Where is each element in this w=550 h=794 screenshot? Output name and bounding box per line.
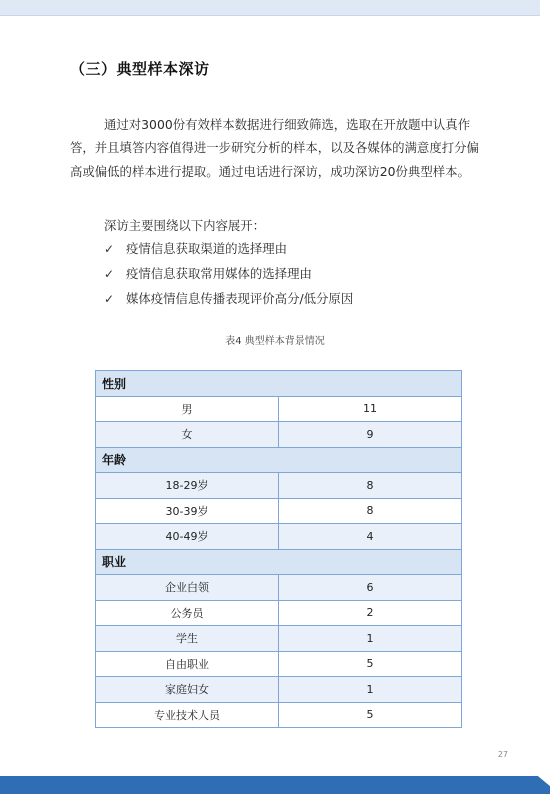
table-row [96, 702, 462, 728]
row-value: 11 [279, 396, 462, 422]
section-row-age [96, 447, 462, 473]
page-number: 27 [497, 750, 508, 759]
row-value: 1 [279, 626, 462, 652]
check-icon: ✓ [104, 267, 115, 281]
section-label: 年龄 [96, 447, 462, 473]
row-value: 8 [279, 473, 462, 499]
table-row [96, 600, 462, 626]
sample-background-table [95, 370, 462, 728]
row-value: 5 [279, 702, 462, 728]
table-caption: 表4 典型样本背景情况 [225, 336, 325, 347]
interview-topics-list [104, 240, 353, 315]
section-row-occupation [96, 549, 462, 575]
list-item [104, 265, 353, 290]
row-name: 公务员 [96, 600, 279, 626]
row-value: 2 [279, 600, 462, 626]
row-name: 学生 [96, 626, 279, 652]
top-decorative-band [0, 0, 550, 16]
check-icon: ✓ [104, 292, 115, 306]
table-row [96, 626, 462, 652]
list-item [104, 290, 353, 315]
row-name: 40-49岁 [96, 524, 279, 550]
section-label: 性别 [96, 371, 462, 397]
row-value: 4 [279, 524, 462, 550]
check-icon: ✓ [104, 242, 115, 256]
row-name: 自由职业 [96, 651, 279, 677]
table-row [96, 651, 462, 677]
row-name: 家庭妇女 [96, 677, 279, 703]
row-value: 5 [279, 651, 462, 677]
table-row [96, 524, 462, 550]
section-title: （三）典型样本深访 [70, 60, 210, 78]
bottom-band-graphic [0, 776, 550, 794]
section-label: 职业 [96, 549, 462, 575]
bottom-decorative-band [0, 776, 550, 794]
list-item-text: 媒体疫情信息传播表现评价高分/低分原因 [126, 291, 354, 306]
table-row [96, 677, 462, 703]
table-row [96, 473, 462, 499]
row-name: 30-39岁 [96, 498, 279, 524]
list-item-text: 疫情信息获取渠道的选择理由 [126, 241, 288, 256]
intro-paragraph [70, 113, 490, 183]
row-value: 8 [279, 498, 462, 524]
row-value: 1 [279, 677, 462, 703]
row-name: 男 [96, 396, 279, 422]
row-name: 专业技术人员 [96, 702, 279, 728]
bottom-band-shape [0, 776, 550, 794]
intro-paragraph-text: 通过对3000份有效样本数据进行细致筛选，选取在开放题中认真作答，并且填答内容值得进一步研究分析的样本，以及各媒体的满意度打分偏高或偏低的样本进行提取。通过电话进行深访，成功深访20份典型样本。 [70, 117, 479, 179]
row-name: 女 [96, 422, 279, 448]
row-value: 6 [279, 575, 462, 601]
section-row-gender [96, 371, 462, 397]
list-item [104, 240, 353, 265]
interview-lead-text: 深访主要围绕以下内容展开： [104, 218, 266, 233]
row-name: 18-29岁 [96, 473, 279, 499]
row-value: 9 [279, 422, 462, 448]
table-row [96, 575, 462, 601]
row-name: 企业白领 [96, 575, 279, 601]
list-item-text: 疫情信息获取常用媒体的选择理由 [126, 266, 312, 281]
top-band-corner [540, 0, 550, 16]
table-row [96, 396, 462, 422]
table-row [96, 422, 462, 448]
table-row [96, 498, 462, 524]
